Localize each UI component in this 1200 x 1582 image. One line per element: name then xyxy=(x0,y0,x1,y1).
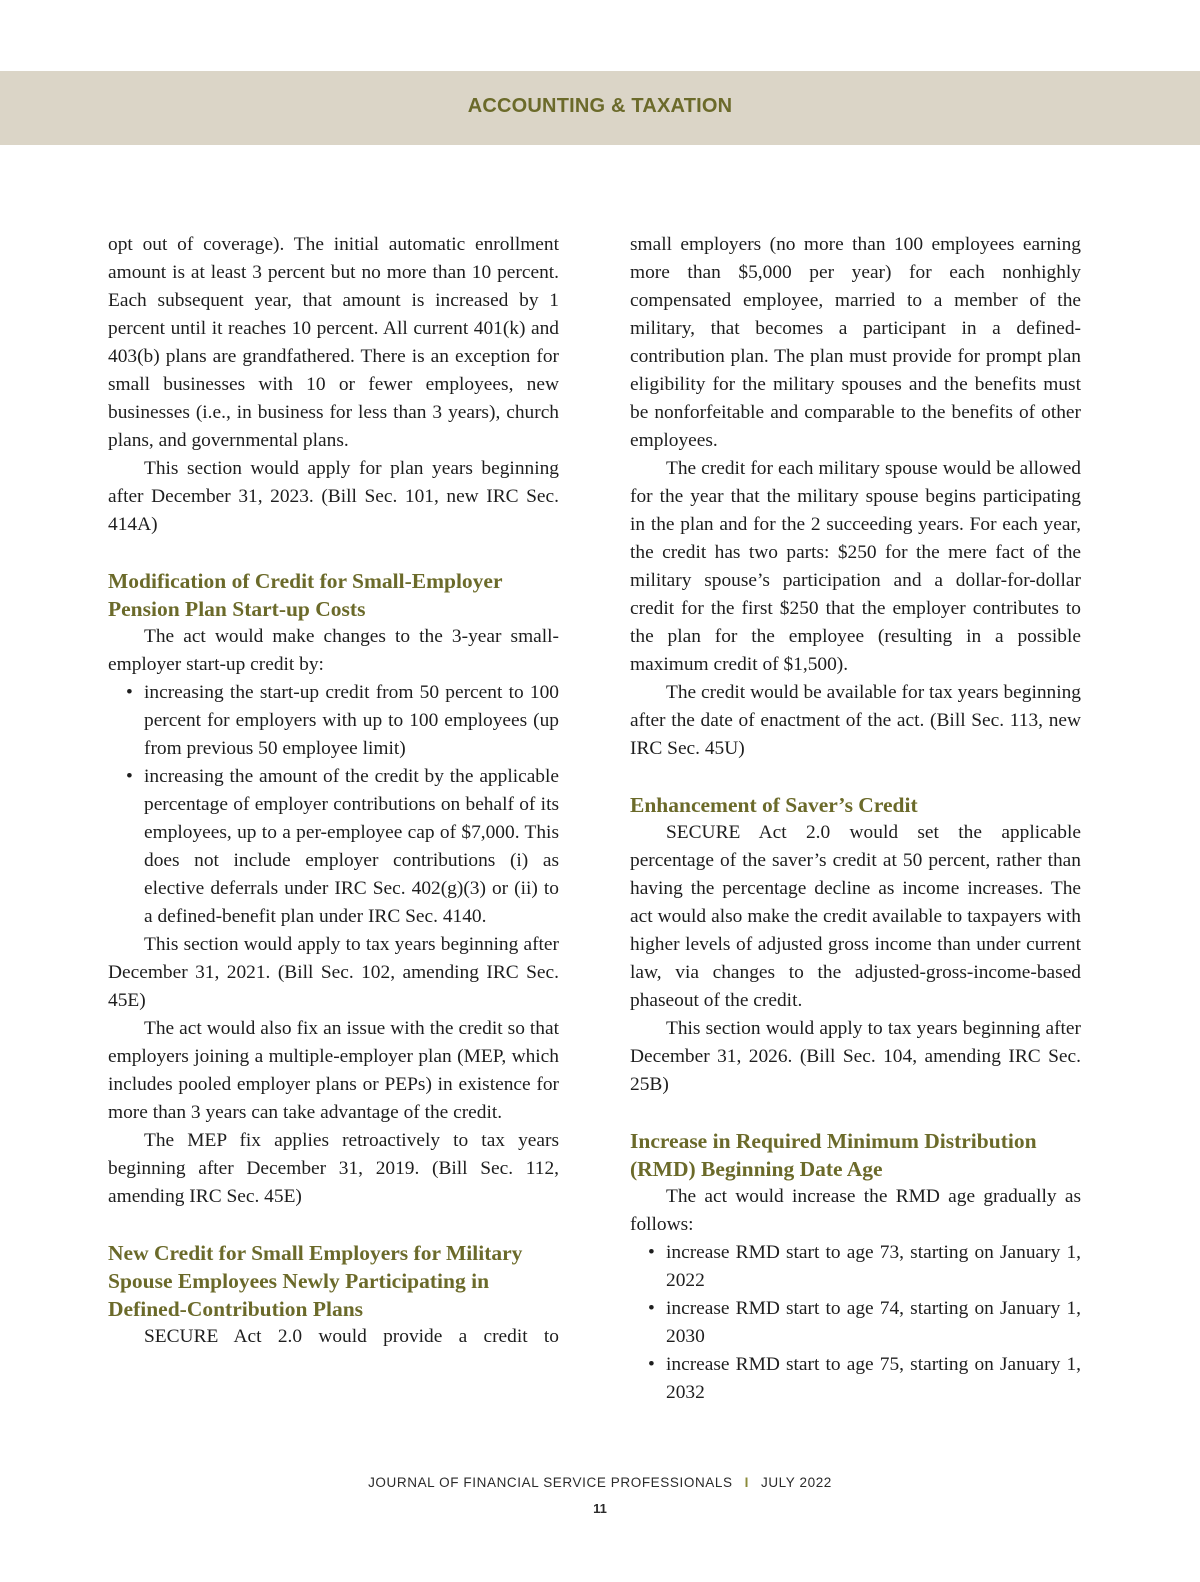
list-item-text: increase RMD start to age 73, starting on January 1, 2022 xyxy=(666,1242,1081,1291)
issue-date: JULY 2022 xyxy=(760,1475,832,1490)
paragraph: The MEP fix applies retroactively to tax years beginning after December 31, 2019. (Bill Sec. 112, amending IRC Sec. 45E) xyxy=(108,1130,559,1207)
section-gap xyxy=(108,539,559,567)
right-column xyxy=(630,231,1081,1407)
journal-name: JOURNAL OF FINANCIAL SERVICE PROFESSIONALS xyxy=(368,1475,733,1490)
list-item xyxy=(126,679,559,763)
paragraph: The act would also fix an issue with the credit so that employers joining a multiple-employer plan (MEP, which includes pooled employer plans or PEPs) in existence for more than 3 years can take advantage of the credit. xyxy=(108,1018,559,1123)
paragraph: SECURE Act 2.0 would set the applicable percentage of the saver’s credit at 50 percent, rather than having the percentage decline as income increases. The act would also make the credit available to taxpayers with higher levels of adjusted gross income than under current law, via changes to the adjusted-gross-income-based phaseout of the credit. xyxy=(630,822,1081,1011)
bullet-list xyxy=(108,679,559,931)
paragraph: The credit would be available for tax years beginning after the date of enactment of the act. (Bill Sec. 113, new IRC Sec. 45U) xyxy=(630,682,1081,759)
bullet-icon: • xyxy=(126,682,133,703)
list-item xyxy=(648,1239,1081,1295)
list-item-text: increase RMD start to age 74, starting on January 1, 2030 xyxy=(666,1298,1081,1347)
list-item-text: increasing the start-up credit from 50 percent to 100 percent for employers with up to 100 employees (up from previous 50 employee limit) xyxy=(144,682,559,759)
bullet-icon: • xyxy=(648,1354,655,1375)
bullet-icon: • xyxy=(126,766,133,787)
paragraph: The credit for each military spouse would be allowed for the year that the military spouse begins participating in the plan and for the 2 succeeding years. For each year, the credit has two parts: $250 for the mere fact of the military spouse’s participation and a dollar-for-dollar credit for the first $250 that the employer contributes to the plan for the employee (resulting in a possible maximum credit of $1,500). xyxy=(630,458,1081,675)
bullet-list xyxy=(630,1239,1081,1407)
paragraph: This section would apply to tax years beginning after December 31, 2021. (Bill Sec. 102, amending IRC Sec. 45E) xyxy=(108,934,559,1011)
list-item-text: increase RMD start to age 75, starting on January 1, 2032 xyxy=(666,1354,1081,1403)
paragraph: SECURE Act 2.0 would provide a credit to xyxy=(144,1326,559,1347)
paragraph: opt out of coverage). The initial automatic enrollment amount is at least 3 percent but no more than 10 percent. Each subsequent year, that amount is increased by 1 percent until it reaches 10 percent. All current 401(k) and 403(b) plans are grandfathered. There is an exception for small businesses with 10 or fewer employees, new businesses (i.e., in business for less than 3 years), church plans, and governmental plans. xyxy=(108,234,559,451)
left-column xyxy=(108,231,559,1351)
section-title: ACCOUNTING & TAXATION xyxy=(467,95,733,117)
paragraph: The act would increase the RMD age gradually as follows: xyxy=(630,1186,1081,1235)
section-gap xyxy=(630,763,1081,791)
paragraph: The act would make changes to the 3-year small-employer start-up credit by: xyxy=(108,626,559,675)
section-heading: Modification of Credit for Small-Employer Pension Plan Start-up Costs xyxy=(108,569,503,621)
list-item-text: increasing the amount of the credit by the applicable percentage of employer contributions on behalf of its employees, up to a per-employee cap of $7,000. This does not include employer contributions (i) as elective deferrals under IRC Sec. 402(g)(3) or (ii) to a defined-benefit plan under IRC Sec. 4140. xyxy=(144,766,559,927)
section-heading: Increase in Required Minimum Distribution (RMD) Beginning Date Age xyxy=(630,1129,1037,1181)
footer-separator: I xyxy=(744,1475,749,1490)
section-gap xyxy=(630,1099,1081,1127)
list-item xyxy=(648,1295,1081,1351)
section-gap xyxy=(108,1211,559,1239)
paragraph: This section would apply for plan years beginning after December 31, 2023. (Bill Sec. 101, new IRC Sec. 414A) xyxy=(108,458,559,535)
bullet-icon: • xyxy=(648,1242,655,1263)
footer-running-title xyxy=(0,1475,1200,1490)
list-item xyxy=(126,763,559,931)
paragraph: This section would apply to tax years beginning after December 31, 2026. (Bill Sec. 104, amending IRC Sec. 25B) xyxy=(630,1018,1081,1095)
paragraph: small employers (no more than 100 employees earning more than $5,000 per year) for each nonhighly compensated employee, married to a member of the military, that becomes a participant in a defined-contribution plan. The plan must provide for prompt plan eligibility for the military spouses and the benefits must be nonforfeitable and comparable to the benefits of other employees. xyxy=(630,234,1081,451)
section-heading: Enhancement of Saver’s Credit xyxy=(630,793,918,817)
page-number: 11 xyxy=(593,1501,607,1516)
bullet-icon: • xyxy=(648,1298,655,1319)
list-item xyxy=(648,1351,1081,1407)
section-heading: New Credit for Small Employers for Military Spouse Employees Newly Participating in Defined-Contribution Plans xyxy=(108,1241,523,1321)
